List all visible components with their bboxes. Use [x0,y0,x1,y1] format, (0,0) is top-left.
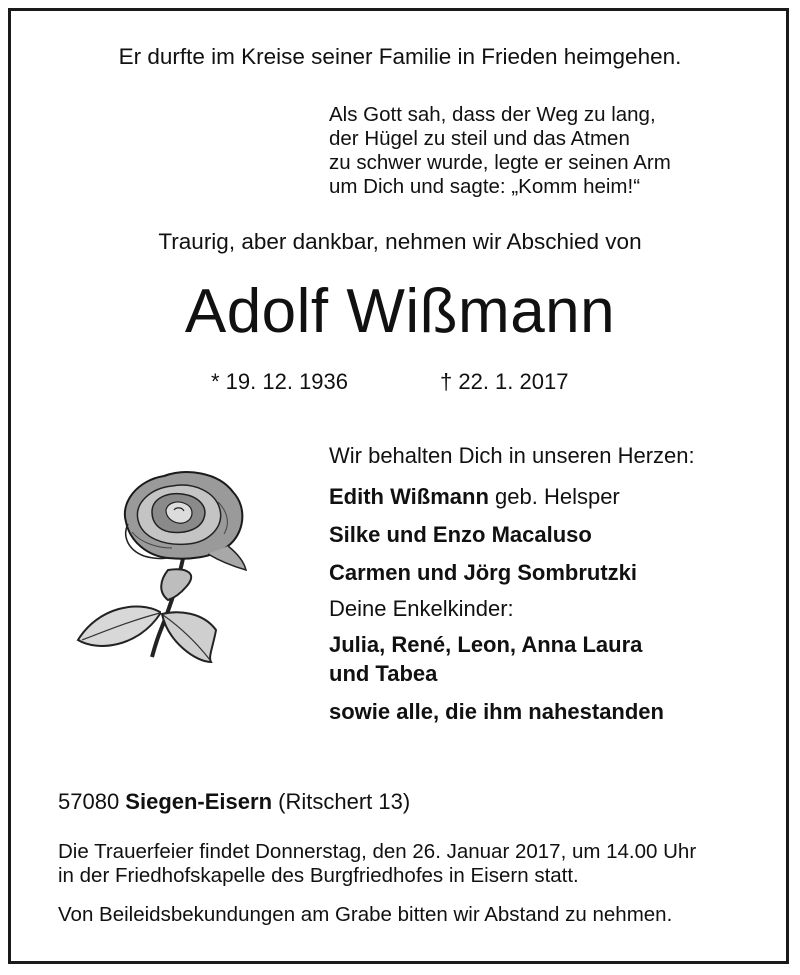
deceased-name: Adolf Wißmann [184,277,616,346]
service-info [58,840,696,888]
farewell-line: Traurig, aber dankbar, nehmen wir Abschied von [158,229,642,254]
address-street: (Ritschert 13) [272,789,411,814]
poem-line: um Dich und sagte: „Komm heim!“ [329,175,641,198]
mourner-family: Carmen und Jörg Sombrutzki [329,560,638,585]
poem-line: zu schwer wurde, legte er seinen Arm [329,151,671,174]
grandchildren-label: Deine Enkelkinder: [329,596,514,621]
mourners-heading: Wir behalten Dich in unseren Herzen: [329,443,695,468]
rose-icon [68,462,273,672]
grandchildren-names: Julia, René, Leon, Anna Laura [329,632,643,657]
address-city: Siegen-Eisern [125,789,273,814]
birth-date: * 19. 12. 1936 [211,369,349,394]
address-zip: 57080 [58,789,126,814]
intro-line: Er durfte im Kreise seiner Familie in Frieden heimgehen. [118,44,682,69]
address [58,789,410,815]
poem-line: Als Gott sah, dass der Weg zu lang, [329,103,656,126]
mourner-wife-name: Edith Wißmann [329,484,489,509]
mourners-others: sowie alle, die ihm nahestanden [329,699,664,724]
service-line: Die Trauerfeier findet Donnerstag, den 26. Januar 2017, um 14.00 Uhr [58,840,697,863]
condolence-note: Von Beileidsbekundungen am Grabe bitten wir Abstand zu nehmen. [58,903,673,926]
mourner-wife [329,484,620,510]
service-line: in der Friedhofskapelle des Burgfriedhofes in Eisern statt. [58,864,579,887]
death-date: † 22. 1. 2017 [440,369,569,394]
poem-line: der Hügel zu steil und das Atmen [329,127,630,150]
mourner-wife-maiden: geb. Helsper [488,484,620,509]
poem [329,103,729,199]
grandchildren-names: und Tabea [329,661,438,686]
mourner-family: Silke und Enzo Macaluso [329,522,592,547]
